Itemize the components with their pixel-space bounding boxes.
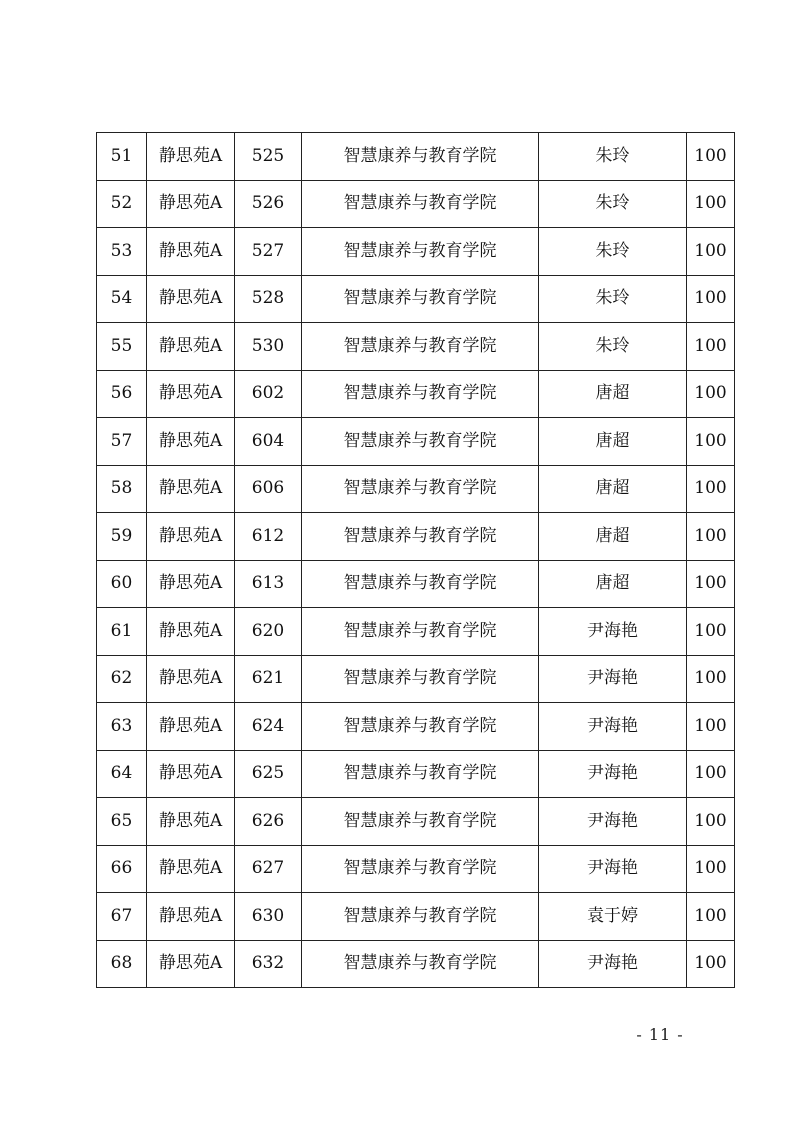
building-cell: 静思苑A bbox=[147, 370, 235, 418]
room-number-cell: 602 bbox=[235, 370, 302, 418]
room-number-cell: 621 bbox=[235, 655, 302, 703]
building-cell: 静思苑A bbox=[147, 513, 235, 561]
room-number-cell: 626 bbox=[235, 798, 302, 846]
building-cell: 静思苑A bbox=[147, 893, 235, 941]
row-index-cell: 63 bbox=[97, 703, 147, 751]
score-cell: 100 bbox=[687, 275, 735, 323]
counselor-name-cell: 袁于婷 bbox=[539, 893, 687, 941]
counselor-name-cell: 朱玲 bbox=[539, 133, 687, 181]
row-index-cell: 51 bbox=[97, 133, 147, 181]
counselor-name-cell: 唐超 bbox=[539, 418, 687, 466]
building-cell: 静思苑A bbox=[147, 180, 235, 228]
building-cell: 静思苑A bbox=[147, 750, 235, 798]
score-cell: 100 bbox=[687, 418, 735, 466]
score-cell: 100 bbox=[687, 180, 735, 228]
table-row bbox=[97, 180, 735, 228]
college-cell: 智慧康养与教育学院 bbox=[302, 560, 539, 608]
room-number-cell: 525 bbox=[235, 133, 302, 181]
college-cell: 智慧康养与教育学院 bbox=[302, 798, 539, 846]
table-row bbox=[97, 798, 735, 846]
counselor-name-cell: 唐超 bbox=[539, 560, 687, 608]
room-number-cell: 613 bbox=[235, 560, 302, 608]
room-number-cell: 528 bbox=[235, 275, 302, 323]
score-cell: 100 bbox=[687, 370, 735, 418]
room-number-cell: 604 bbox=[235, 418, 302, 466]
score-cell: 100 bbox=[687, 655, 735, 703]
score-cell: 100 bbox=[687, 608, 735, 656]
table-row bbox=[97, 655, 735, 703]
score-cell: 100 bbox=[687, 750, 735, 798]
building-cell: 静思苑A bbox=[147, 703, 235, 751]
score-cell: 100 bbox=[687, 228, 735, 276]
building-cell: 静思苑A bbox=[147, 418, 235, 466]
building-cell: 静思苑A bbox=[147, 655, 235, 703]
building-cell: 静思苑A bbox=[147, 275, 235, 323]
room-number-cell: 527 bbox=[235, 228, 302, 276]
building-cell: 静思苑A bbox=[147, 798, 235, 846]
college-cell: 智慧康养与教育学院 bbox=[302, 323, 539, 371]
table-row bbox=[97, 370, 735, 418]
building-cell: 静思苑A bbox=[147, 608, 235, 656]
score-cell: 100 bbox=[687, 465, 735, 513]
counselor-name-cell: 尹海艳 bbox=[539, 845, 687, 893]
room-number-cell: 624 bbox=[235, 703, 302, 751]
room-number-cell: 530 bbox=[235, 323, 302, 371]
row-index-cell: 57 bbox=[97, 418, 147, 466]
college-cell: 智慧康养与教育学院 bbox=[302, 133, 539, 181]
table-row bbox=[97, 750, 735, 798]
row-index-cell: 62 bbox=[97, 655, 147, 703]
score-cell: 100 bbox=[687, 560, 735, 608]
row-index-cell: 52 bbox=[97, 180, 147, 228]
row-index-cell: 53 bbox=[97, 228, 147, 276]
table-row bbox=[97, 703, 735, 751]
college-cell: 智慧康养与教育学院 bbox=[302, 845, 539, 893]
college-cell: 智慧康养与教育学院 bbox=[302, 275, 539, 323]
table-row bbox=[97, 418, 735, 466]
college-cell: 智慧康养与教育学院 bbox=[302, 750, 539, 798]
score-cell: 100 bbox=[687, 893, 735, 941]
table-row bbox=[97, 893, 735, 941]
row-index-cell: 67 bbox=[97, 893, 147, 941]
row-index-cell: 66 bbox=[97, 845, 147, 893]
building-cell: 静思苑A bbox=[147, 940, 235, 988]
counselor-name-cell: 朱玲 bbox=[539, 180, 687, 228]
building-cell: 静思苑A bbox=[147, 133, 235, 181]
building-cell: 静思苑A bbox=[147, 560, 235, 608]
counselor-name-cell: 唐超 bbox=[539, 370, 687, 418]
room-number-cell: 526 bbox=[235, 180, 302, 228]
counselor-name-cell: 唐超 bbox=[539, 465, 687, 513]
college-cell: 智慧康养与教育学院 bbox=[302, 370, 539, 418]
college-cell: 智慧康养与教育学院 bbox=[302, 228, 539, 276]
table-row bbox=[97, 845, 735, 893]
table-row bbox=[97, 275, 735, 323]
counselor-name-cell: 尹海艳 bbox=[539, 940, 687, 988]
room-number-cell: 606 bbox=[235, 465, 302, 513]
counselor-name-cell: 唐超 bbox=[539, 513, 687, 561]
table-row bbox=[97, 323, 735, 371]
counselor-name-cell: 朱玲 bbox=[539, 275, 687, 323]
row-index-cell: 54 bbox=[97, 275, 147, 323]
table-row bbox=[97, 513, 735, 561]
table-body bbox=[97, 133, 735, 988]
college-cell: 智慧康养与教育学院 bbox=[302, 655, 539, 703]
room-number-cell: 632 bbox=[235, 940, 302, 988]
table-row bbox=[97, 228, 735, 276]
college-cell: 智慧康养与教育学院 bbox=[302, 893, 539, 941]
score-cell: 100 bbox=[687, 323, 735, 371]
page-number: - 11 - bbox=[636, 1025, 684, 1044]
college-cell: 智慧康养与教育学院 bbox=[302, 703, 539, 751]
room-number-cell: 612 bbox=[235, 513, 302, 561]
score-cell: 100 bbox=[687, 703, 735, 751]
score-cell: 100 bbox=[687, 845, 735, 893]
room-number-cell: 620 bbox=[235, 608, 302, 656]
building-cell: 静思苑A bbox=[147, 845, 235, 893]
building-cell: 静思苑A bbox=[147, 228, 235, 276]
table-row bbox=[97, 133, 735, 181]
row-index-cell: 55 bbox=[97, 323, 147, 371]
college-cell: 智慧康养与教育学院 bbox=[302, 940, 539, 988]
table-row bbox=[97, 560, 735, 608]
row-index-cell: 68 bbox=[97, 940, 147, 988]
building-cell: 静思苑A bbox=[147, 465, 235, 513]
table-row bbox=[97, 608, 735, 656]
counselor-name-cell: 朱玲 bbox=[539, 228, 687, 276]
row-index-cell: 65 bbox=[97, 798, 147, 846]
row-index-cell: 58 bbox=[97, 465, 147, 513]
counselor-name-cell: 尹海艳 bbox=[539, 655, 687, 703]
row-index-cell: 61 bbox=[97, 608, 147, 656]
row-index-cell: 64 bbox=[97, 750, 147, 798]
score-cell: 100 bbox=[687, 513, 735, 561]
score-cell: 100 bbox=[687, 133, 735, 181]
counselor-name-cell: 尹海艳 bbox=[539, 750, 687, 798]
counselor-name-cell: 尹海艳 bbox=[539, 703, 687, 751]
college-cell: 智慧康养与教育学院 bbox=[302, 608, 539, 656]
room-number-cell: 630 bbox=[235, 893, 302, 941]
dormitory-score-table bbox=[96, 132, 735, 988]
building-cell: 静思苑A bbox=[147, 323, 235, 371]
table-row bbox=[97, 940, 735, 988]
counselor-name-cell: 尹海艳 bbox=[539, 798, 687, 846]
table-row bbox=[97, 465, 735, 513]
row-index-cell: 59 bbox=[97, 513, 147, 561]
score-cell: 100 bbox=[687, 940, 735, 988]
row-index-cell: 56 bbox=[97, 370, 147, 418]
row-index-cell: 60 bbox=[97, 560, 147, 608]
college-cell: 智慧康养与教育学院 bbox=[302, 513, 539, 561]
college-cell: 智慧康养与教育学院 bbox=[302, 180, 539, 228]
room-number-cell: 627 bbox=[235, 845, 302, 893]
score-cell: 100 bbox=[687, 798, 735, 846]
college-cell: 智慧康养与教育学院 bbox=[302, 465, 539, 513]
college-cell: 智慧康养与教育学院 bbox=[302, 418, 539, 466]
room-number-cell: 625 bbox=[235, 750, 302, 798]
counselor-name-cell: 朱玲 bbox=[539, 323, 687, 371]
counselor-name-cell: 尹海艳 bbox=[539, 608, 687, 656]
